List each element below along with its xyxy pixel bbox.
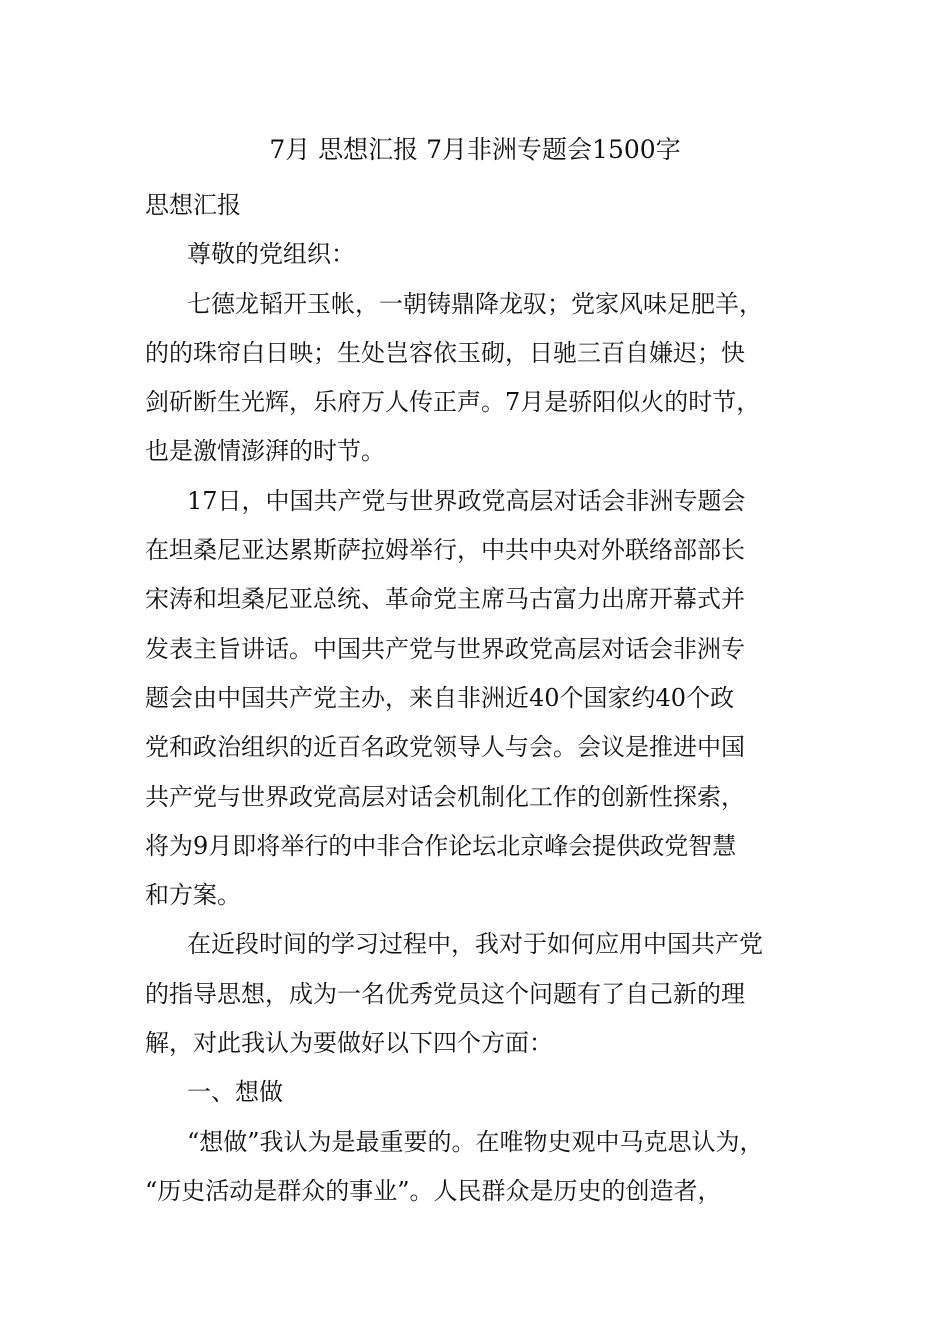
paragraph-africa-session xyxy=(145,477,835,921)
paragraph-line: 题会由中国共产党主办，来自非洲近40个国家约40个政 xyxy=(145,683,735,712)
paragraph-line: 发表主旨讲话。中国共产党与世界政党高层对话会非洲专 xyxy=(145,634,745,663)
paragraph-line: 也是激情澎湃的时节。 xyxy=(145,437,385,466)
paragraph-line: 17日，中国共产党与世界政党高层对话会非洲专题会 xyxy=(187,486,746,515)
paragraph-want-to-do xyxy=(145,1118,835,1217)
section-heading-1 xyxy=(145,1068,835,1117)
section-heading-line: 一、想做 xyxy=(187,1078,283,1107)
paragraph-line: 党和政治组织的近百名政党领导人与会。会议是推进中国 xyxy=(145,733,745,762)
document-title: 7月 思想汇报 7月非洲专题会1500字 xyxy=(269,135,681,164)
paragraph-study xyxy=(145,920,835,1068)
paragraph-line: 共产党与世界政党高层对话会机制化工作的创新性探索， xyxy=(145,782,745,811)
paragraph-line: 宋涛和坦桑尼亚总统、革命党主席马古富力出席开幕式并 xyxy=(145,585,745,614)
paragraph-intro xyxy=(145,280,835,477)
salutation: 尊敬的党组织： xyxy=(187,240,355,269)
paragraph-line: 和方案。 xyxy=(145,881,241,910)
paragraph-line: 在近段时间的学习过程中，我对于如何应用中国共产党 xyxy=(187,930,763,959)
document-body xyxy=(145,181,835,1216)
paragraph-line: 解，对此我认为要做好以下四个方面： xyxy=(145,1029,553,1058)
paragraph-line: 剑斫断生光辉，乐府万人传正声。7月是骄阳似火的时节， xyxy=(145,388,761,417)
paragraph-line: “想做”我认为是最重要的。在唯物史观中马克思认为， xyxy=(187,1127,764,1156)
paragraph-line: 的的珠帘白日映；生处岂容依玉砌，日驰三百自嫌迟；快 xyxy=(145,338,745,367)
paragraph-line: 七德龙韬开玉帐，一朝铸鼎降龙驭；党家风味足肥羊， xyxy=(187,289,763,318)
paragraph-line: 将为9月即将举行的中非合作论坛北京峰会提供政党智慧 xyxy=(145,831,737,860)
paragraph-line: 的指导思想，成为一名优秀党员这个问题有了自己新的理 xyxy=(145,979,745,1008)
paragraph-line: 在坦桑尼亚达累斯萨拉姆举行，中共中央对外联络部部长 xyxy=(145,536,745,565)
document-heading: 思想汇报 xyxy=(145,191,241,219)
paragraph-line: “历史活动是群众的事业”。人民群众是历史的创造者， xyxy=(145,1176,722,1205)
